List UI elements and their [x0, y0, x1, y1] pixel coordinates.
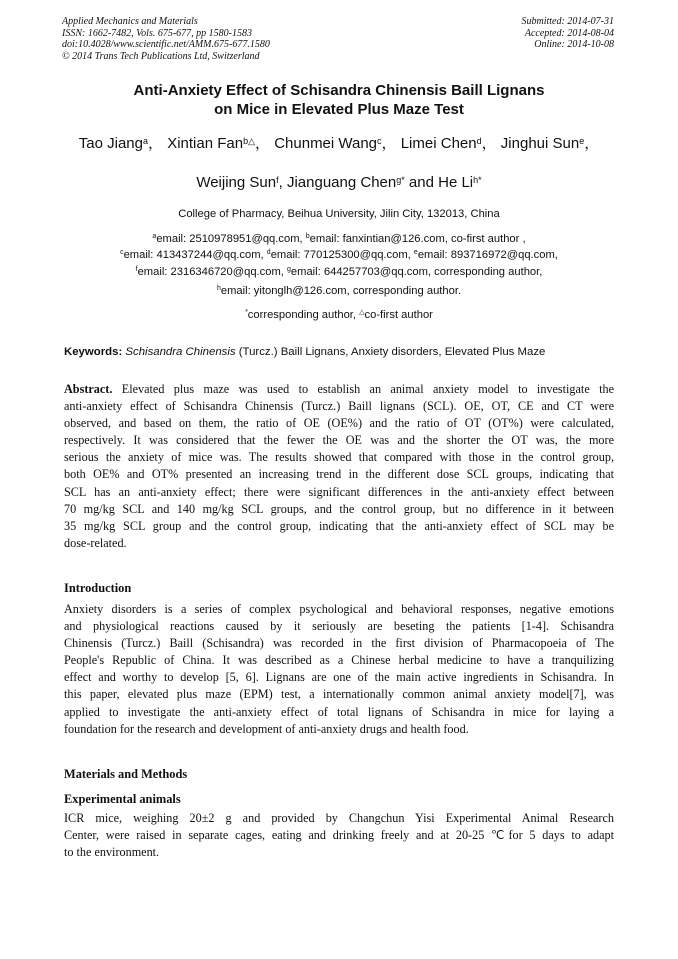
email-mark: a: [152, 233, 157, 240]
paper-title: [0, 81, 678, 119]
note-text: corresponding author,: [247, 309, 360, 321]
email-mark: e: [413, 249, 418, 256]
subsection-heading: Experimental animals: [64, 792, 181, 806]
email-line: [0, 264, 678, 280]
journal-name: Applied Mechanics and Materials: [62, 16, 198, 27]
abstract-line: observed, and based on them, the ratio of OE (OE%) and the ratio of OT (OT%) were calculated,: [64, 416, 614, 431]
body-line: foundation for the research and development of anti-anxiety drugs and health food.: [64, 721, 469, 736]
email-mark: d: [266, 249, 271, 256]
abstract: [64, 381, 614, 552]
author-list: [0, 135, 678, 153]
body-line: Center, were raised in separate cages, eating and drinking freely and at 20-25 ℃for 5 days to adapt: [64, 828, 614, 843]
author-separator: ，: [584, 135, 600, 152]
body-line: this paper, elevated plus maze (EPM) test, a internationally common animal anxiety model[7], was: [64, 687, 614, 702]
author-separator: and: [404, 174, 439, 191]
abstract-line: respectively. It was considered that the fewer the OE was and the shorter the OT was, the more: [64, 433, 614, 448]
title-line: Anti-Anxiety Effect of Schisandra Chinensis Baill Lignans: [133, 82, 545, 99]
methods-paragraph: [64, 810, 614, 861]
author-affiliation-mark: b△: [243, 136, 256, 146]
author-affiliation-mark: a: [142, 136, 148, 146]
email-text: email: 770125300@qq.com,: [270, 249, 414, 261]
section-heading: Materials and Methods: [64, 767, 188, 781]
author-affiliation-mark: e: [579, 136, 585, 146]
body-line: to the environment.: [64, 845, 160, 860]
accepted-date: Accepted: 2014-08-04: [524, 27, 614, 39]
abstract-text: Elevated plus maze was used to establish an animal anxiety model to investigate the: [112, 382, 614, 396]
abstract-line: [64, 381, 614, 398]
email-line: [0, 283, 678, 299]
note-text: co-first author: [364, 309, 433, 321]
note-mark: △: [359, 309, 365, 316]
body-line: applied to investigate the anti-anxiety effect of total lignans of Schisandra in mice for laying a: [64, 704, 614, 719]
abstract-line: serious the anxiety of mice was. The results showed that compared with those in the control group,: [64, 450, 614, 465]
corresponding-note: [0, 307, 678, 323]
email-text: email: yitonglh@126.com, corresponding author.: [220, 285, 462, 297]
email-text: email: 644257703@qq.com, corresponding author,: [290, 266, 543, 278]
note-mark: *: [245, 309, 248, 316]
email-text: email: 2510978951@qq.com,: [156, 233, 306, 245]
journal-info: [62, 16, 270, 62]
body-line: Anxiety disorders is a series of complex psychological and behavioral responses, negative emotions: [64, 602, 614, 616]
title-line: on Mice in Elevated Plus Maze Test: [214, 101, 464, 118]
body-line: effect and worthy to develop [5, 6]. Lignans are one of the main active ingredients in Schisandra. In: [64, 670, 614, 685]
body-line: Chinensis (Turcz.) Baill (Schisandra) was recorded in the first division of Pharmacopoeia of The: [64, 636, 614, 651]
email-line: [0, 247, 678, 263]
author-separator: ，: [481, 135, 497, 152]
journal-doi: doi:10.4028/www.scientific.net/AMM.675-677.1580: [62, 39, 270, 50]
author-affiliation-mark: f: [276, 175, 279, 185]
author-separator: ，: [148, 135, 164, 152]
keywords-label: Keywords:: [64, 346, 123, 358]
author-separator: ,: [278, 174, 287, 191]
email-mark: c: [120, 249, 124, 256]
abstract-line: 70 mg/kg SCL and 140 mg/kg SCL groups, and the control group, but no difference in it between: [64, 501, 614, 516]
affiliation: College of Pharmacy, Beihua University, Jilin City, 132013, China: [178, 208, 500, 220]
author-separator: ，: [381, 135, 397, 152]
online-date: Online: 2014-10-08: [534, 39, 614, 50]
email-text: email: 893716972@qq.com,: [417, 249, 558, 261]
abstract-line: both OE% and OT% presented an increasing trend in the different dose SCL groups, indicating that: [64, 467, 614, 482]
author-affiliation-mark: g*: [396, 175, 405, 185]
keywords-italic: Schisandra Chinensis: [125, 346, 236, 358]
author-name: He Li: [438, 174, 474, 191]
author-name: Weijing Sun: [196, 174, 277, 191]
author-affiliation-mark: c: [377, 136, 382, 146]
abstract-line: dose-related.: [64, 535, 127, 550]
abstract-line: 35 mg/kg SCL group and the control group, indicating that the anti-anxiety effect of SCL may be: [64, 518, 614, 533]
author-affiliation-mark: h*: [473, 175, 482, 185]
email-mark: h: [216, 285, 221, 292]
section-heading: Introduction: [64, 581, 132, 595]
email-mark: f: [135, 266, 138, 273]
journal-issn: ISSN: 1662-7482, Vols. 675-677, pp 1580-1583: [62, 27, 252, 39]
abstract-line: anti-anxiety effect of Schisandra Chinensis (Turcz.) Baill lignans (SCL). OE, OT, CE and CT were: [64, 399, 614, 414]
introduction-paragraph: [64, 601, 614, 738]
author-list: [0, 174, 678, 192]
email-text: email: 413437244@qq.com,: [123, 249, 267, 261]
author-name: Limei Chen: [400, 135, 477, 152]
author-separator: ，: [255, 135, 271, 152]
author-affiliation-mark: d: [476, 136, 482, 146]
body-line: ICR mice, weighing 20±2 g and provided by Changchun Yisi Experimental Animal Research: [64, 811, 614, 825]
author-name: Tao Jiang: [78, 135, 143, 152]
author-name: Chunmei Wang: [274, 135, 378, 152]
email-mark: g: [287, 266, 291, 273]
email-text: email: fanxintian@126.com, co-first author ,: [309, 233, 526, 245]
submission-dates: [522, 16, 615, 51]
author-name: Jinghui Sun: [500, 135, 580, 152]
submitted-date: Submitted: 2014-07-31: [521, 16, 614, 27]
email-mark: b: [305, 233, 310, 240]
keywords-text: (Turcz.) Baill Lignans, Anxiety disorders, Elevated Plus Maze: [235, 346, 546, 358]
email-line: [0, 231, 678, 247]
author-name: Jianguang Chen: [286, 174, 397, 191]
abstract-label: Abstract.: [64, 382, 113, 396]
author-name: Xintian Fan: [167, 135, 244, 152]
abstract-line: SCL has an anti-anxiety effect; there were significant differences in the anti-anxiety effect between: [64, 484, 614, 499]
keywords: [64, 346, 545, 358]
journal-copyright: © 2014 Trans Tech Publications Ltd, Switzerland: [62, 50, 260, 62]
body-line: and physiological reactions caused by it seriously are beseting the patients [1-4]. Schisandra: [64, 619, 614, 634]
email-text: email: 2316346720@qq.com,: [137, 266, 288, 278]
body-line: People's Republic of China. It was described as a Chinese herbal medicine to have a tranquilizing: [64, 653, 614, 668]
